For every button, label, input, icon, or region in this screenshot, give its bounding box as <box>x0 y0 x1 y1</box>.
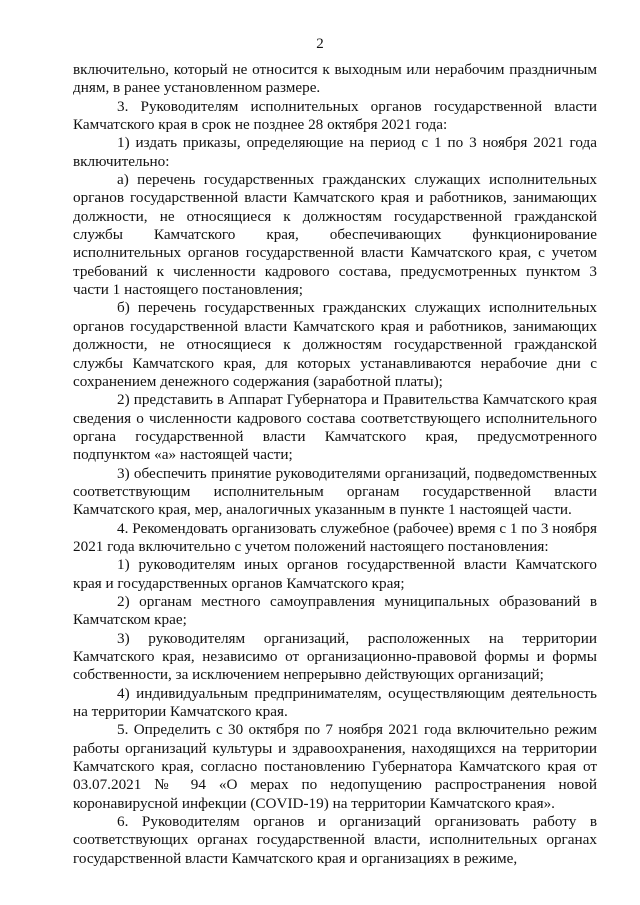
paragraph-item-4: 4. Рекомендовать организовать служебное (рабочее) время с 1 по 3 ноября 2021 года включительно с учетом положений настоящего постановления: <box>73 519 597 555</box>
paragraph-item-3-2: 2) представить в Аппарат Губернатора и Правительства Камчатского края сведения о численности кадрового состава соответствующего исполнительного органа государственной власти Камчатского края, предусмотренного подпунктом «а» настоящей части; <box>73 391 597 464</box>
paragraph-item-3-1: 1) издать приказы, определяющие на период с 1 по 3 ноября 2021 года включительно: <box>73 134 597 170</box>
paragraph-item-3-1-b: б) перечень государственных гражданских служащих исполнительных органов государственной власти Камчатского края и работников, занимающих должности, не относящиеся к должностям государственной гражданской службы Камчатского края, для которых устанавливаются нерабочие дни с сохранением денежного содержания (заработной платы); <box>73 299 597 390</box>
paragraph-item-3-3: 3) обеспечить принятие руководителями организаций, подведомственных соответствующим исполнительным органам государственной власти Камчатского края, мер, аналогичных указанным в пункте 1 настоящей части. <box>73 464 597 519</box>
page-number: 2 <box>316 36 324 52</box>
paragraph-item-4-3: 3) руководителям организаций, расположенных на территории Камчатского края, независимо от организационно-правовой формы и формы собственности, за исключением непрерывно действующих организаций; <box>73 629 597 684</box>
paragraph-item-4-2: 2) органам местного самоуправления муниципальных образований в Камчатском крае; <box>73 592 597 629</box>
paragraph-item-6: 6. Руководителям органов и организаций организовать работу в соответствующих органах государственной власти, исполнительных органах государственной власти Камчатского края и организациях в режиме, <box>73 813 597 867</box>
paragraph-item-4-1: 1) руководителям иных органов государственной власти Камчатского края и государственных органов Камчатского края; <box>73 556 597 592</box>
paragraph-continuation: включительно, который не относится к выходным или нерабочим праздничным дням, в ранее установленном размере. <box>73 61 597 97</box>
paragraph-item-3: 3. Руководителям исполнительных органов государственной власти Камчатского края в срок не позднее 28 октября 2021 года: <box>73 97 597 134</box>
paragraph-item-5: 5. Определить с 30 октября по 7 ноября 2021 года включительно режим работы организаций культуры и здравоохранения, находящихся на территории Камчатского края, согласно постановлению Губернатора Камчатского края от 03.07.2021 № 94 «О мерах по недопущению распространения новой коронавирусной инфекции (COVID-19) на территории Камчатского края». <box>73 721 597 812</box>
paragraph-item-3-1-a: а) перечень государственных гражданских служащих исполнительных органов государственной власти Камчатского края и работников, занимающих должности, не относящиеся к должностям государственной гражданской службы Камчатского края, обеспечивающих функционирование исполнительных органов государственной власти Камчатского края, с учетом требований к численности кадрового состава, предусмотренных пунктом 3 части 1 настоящего постановления; <box>73 171 597 299</box>
paragraph-item-4-4: 4) индивидуальным предпринимателям, осуществляющим деятельность на территории Камчатского края. <box>73 684 597 721</box>
document-body <box>73 61 597 868</box>
